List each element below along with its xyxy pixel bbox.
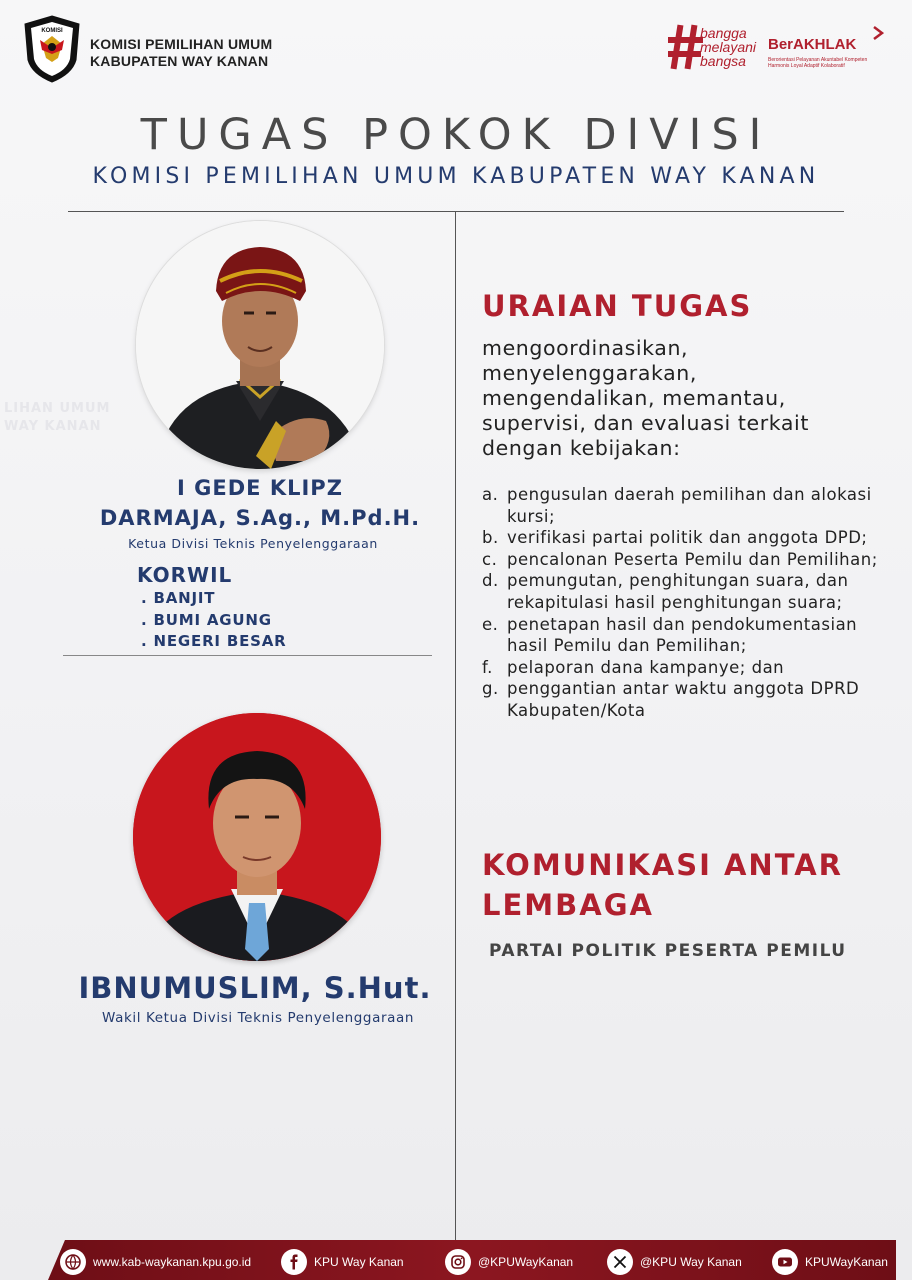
footer-facebook[interactable] [281, 1247, 404, 1277]
footer-x[interactable] [607, 1247, 742, 1277]
tagline-line2: melayani [700, 39, 757, 55]
member2-name: IBNUMUSLIM, S.Hut. [78, 971, 432, 1005]
org-name-line1: KOMISI PEMILIHAN UMUM [90, 36, 273, 52]
uraian-intro [482, 336, 882, 461]
globe-icon [60, 1249, 86, 1275]
footer-website[interactable] [60, 1247, 251, 1277]
title-divider [68, 211, 844, 212]
berakhlak-subtitle: Berorientasi Pelayanan Akuntabel Kompeten Harmonis Loyal Adaptif Kolaboratif [768, 57, 868, 69]
berakhlak-logo: BerAKHLAK [768, 36, 857, 53]
task-item [482, 484, 892, 527]
komunikasi-heading [482, 845, 902, 925]
kpu-logo [22, 14, 82, 84]
task-item [482, 614, 892, 657]
column-divider [455, 211, 456, 1241]
task-list [482, 484, 892, 722]
task-letter: f. [482, 657, 493, 677]
task-text: pemungutan, penghitungan suara, dan rekapitulasi hasil penghitungan suara; [507, 571, 849, 612]
chevron-icon [872, 26, 884, 40]
intro-line: mengoordinasikan, [482, 336, 689, 360]
task-item [482, 678, 892, 721]
uraian-tugas-heading: URAIAN TUGAS [482, 289, 753, 323]
korwil-item: . BUMI AGUNG [141, 610, 272, 629]
komunikasi-item: PARTAI POLITIK PESERTA PEMILU [489, 941, 847, 961]
org-name [90, 36, 272, 70]
task-item [482, 549, 892, 571]
bangga-tagline [700, 26, 756, 68]
task-item [482, 657, 892, 679]
task-text: penggantian antar waktu anggota DPRD Kabupaten/Kota [507, 679, 860, 720]
task-text: pelaporan dana kampanye; dan [507, 657, 785, 677]
member1-role: Ketua Divisi Teknis Penyelenggaraan [128, 536, 378, 551]
website-label: www.kab-waykanan.kpu.go.id [93, 1255, 252, 1269]
task-letter: g. [482, 679, 499, 699]
watermark-line2: WAY KANAN [4, 419, 102, 434]
watermark-line1: LIHAN UMUM [4, 401, 111, 416]
member2-role: Wakil Ketua Divisi Teknis Penyelenggaraan [101, 1010, 415, 1026]
task-letter: c. [482, 549, 498, 569]
korwil-item: . BANJIT [141, 589, 216, 607]
komunikasi-heading-line2: LEMBAGA [482, 888, 654, 922]
org-name-line2: KABUPATEN WAY KANAN [90, 53, 269, 69]
tagline-line3: bangsa [700, 53, 746, 69]
x-label: @KPU Way Kanan [640, 1255, 742, 1269]
facebook-label: KPU Way Kanan [314, 1255, 404, 1269]
task-text: pengusulan daerah pemilihan dan alokasi kursi; [507, 485, 872, 526]
komunikasi-heading-line1: KOMUNIKASI ANTAR [482, 848, 843, 882]
member-divider [63, 655, 432, 656]
watermark [4, 400, 110, 436]
task-letter: e. [482, 614, 499, 634]
page-subtitle: KOMISI PEMILIHAN UMUM KABUPATEN WAY KANAN [92, 164, 820, 189]
facebook-icon [281, 1249, 307, 1275]
youtube-icon [772, 1249, 798, 1275]
intro-line: supervisi, dan evaluasi terkait [482, 411, 809, 435]
task-item [482, 527, 892, 549]
task-text: pencalonan Peserta Pemilu dan Pemilihan; [507, 549, 878, 569]
svg-text:KOMISI: KOMISI [41, 28, 63, 34]
intro-line: menyelenggarakan, [482, 361, 697, 385]
hashtag-icon [668, 24, 704, 70]
member2-photo [133, 713, 381, 961]
task-letter: d. [482, 571, 499, 591]
footer-instagram[interactable] [445, 1247, 573, 1277]
task-text: penetapan hasil dan pendokumentasian hasil Pemilu dan Pemilihan; [507, 614, 858, 656]
member1-name-line2: DARMAJA, S.Ag., M.Pd.H. [99, 506, 421, 530]
youtube-label: KPUWayKanan [805, 1255, 888, 1269]
tagline-line1: bangga [700, 25, 747, 41]
x-icon [607, 1249, 633, 1275]
korwil-list [141, 588, 286, 653]
task-letter: b. [482, 528, 499, 548]
instagram-icon [445, 1249, 471, 1275]
member1-photo [136, 221, 384, 469]
korwil-label: KORWIL [137, 563, 233, 587]
footer-youtube[interactable] [772, 1247, 888, 1277]
task-item [482, 570, 892, 613]
task-letter: a. [482, 485, 499, 504]
page-title: TUGAS POKOK DIVISI [140, 110, 772, 160]
instagram-label: @KPUWayKanan [478, 1255, 574, 1269]
korwil-item: . NEGERI BESAR [141, 632, 287, 650]
member1-name-line1: I GEDE KLIPZ [177, 476, 343, 500]
task-text: verifikasi partai politik dan anggota DPD; [507, 528, 868, 548]
intro-line: dengan kebijakan: [482, 436, 681, 460]
intro-line: mengendalikan, memantau, [482, 386, 786, 410]
